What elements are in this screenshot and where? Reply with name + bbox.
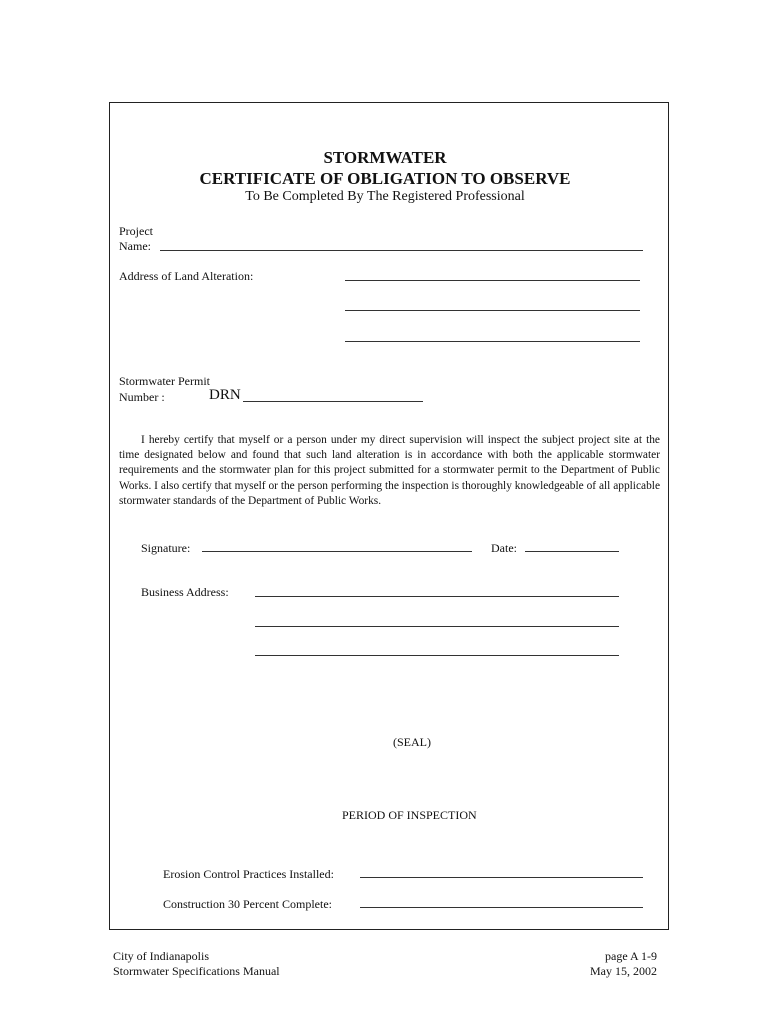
form-border — [109, 102, 669, 930]
form-title-line2: CERTIFICATE OF OBLIGATION TO OBSERVE — [199, 169, 571, 188]
inspection-heading: PERIOD OF INSPECTION — [342, 808, 477, 822]
footer-left-line2: Stormwater Specifications Manual — [113, 964, 280, 978]
footer-date: May 15, 2002 — [590, 964, 657, 978]
business-address-field-line2[interactable] — [255, 626, 619, 627]
project-name-field[interactable] — [160, 250, 643, 251]
footer-left-line1: City of Indianapolis — [113, 949, 209, 963]
permit-number-field[interactable] — [243, 401, 423, 402]
business-address-field-line3[interactable] — [255, 655, 619, 656]
erosion-control-field[interactable] — [360, 877, 643, 878]
construction-30-field[interactable] — [360, 907, 643, 908]
permit-prefix: DRN — [209, 387, 241, 403]
permit-label-line2: Number : — [119, 390, 165, 404]
business-address-field-line1[interactable] — [255, 596, 619, 597]
date-label: Date: — [491, 541, 517, 555]
address-field-line2[interactable] — [345, 310, 640, 311]
erosion-control-label: Erosion Control Practices Installed: — [163, 867, 334, 881]
form-subtitle: To Be Completed By The Registered Professional — [245, 189, 525, 204]
date-field[interactable] — [525, 551, 619, 552]
seal-label: (SEAL) — [393, 735, 431, 749]
business-address-label: Business Address: — [141, 585, 229, 599]
signature-field[interactable] — [202, 551, 472, 552]
construction-30-label: Construction 30 Percent Complete: — [163, 897, 332, 911]
signature-label: Signature: — [141, 541, 191, 555]
address-field-line1[interactable] — [345, 280, 640, 281]
project-label-line1: Project — [119, 224, 153, 238]
permit-label-line1: Stormwater Permit — [119, 374, 210, 388]
address-field-line3[interactable] — [345, 341, 640, 342]
certification-statement: I hereby certify that myself or a person under my direct supervision will inspect the subject project site at the time designated below and found that such land alteration is in accordance with both the applicable stormwater requirements and the stormwater plan for this project submitted for a stormwater permit to the Department of Public Works. I also certify that myself or the person performing the inspection is thoroughly knowledgeable of all applicable stormwater standards of the Department of Public Works. — [119, 434, 660, 507]
form-title-line1: STORMWATER — [323, 148, 447, 167]
project-label-line2: Name: — [119, 239, 151, 253]
footer-page-number: page A 1-9 — [605, 949, 657, 963]
address-label: Address of Land Alteration: — [119, 269, 254, 283]
